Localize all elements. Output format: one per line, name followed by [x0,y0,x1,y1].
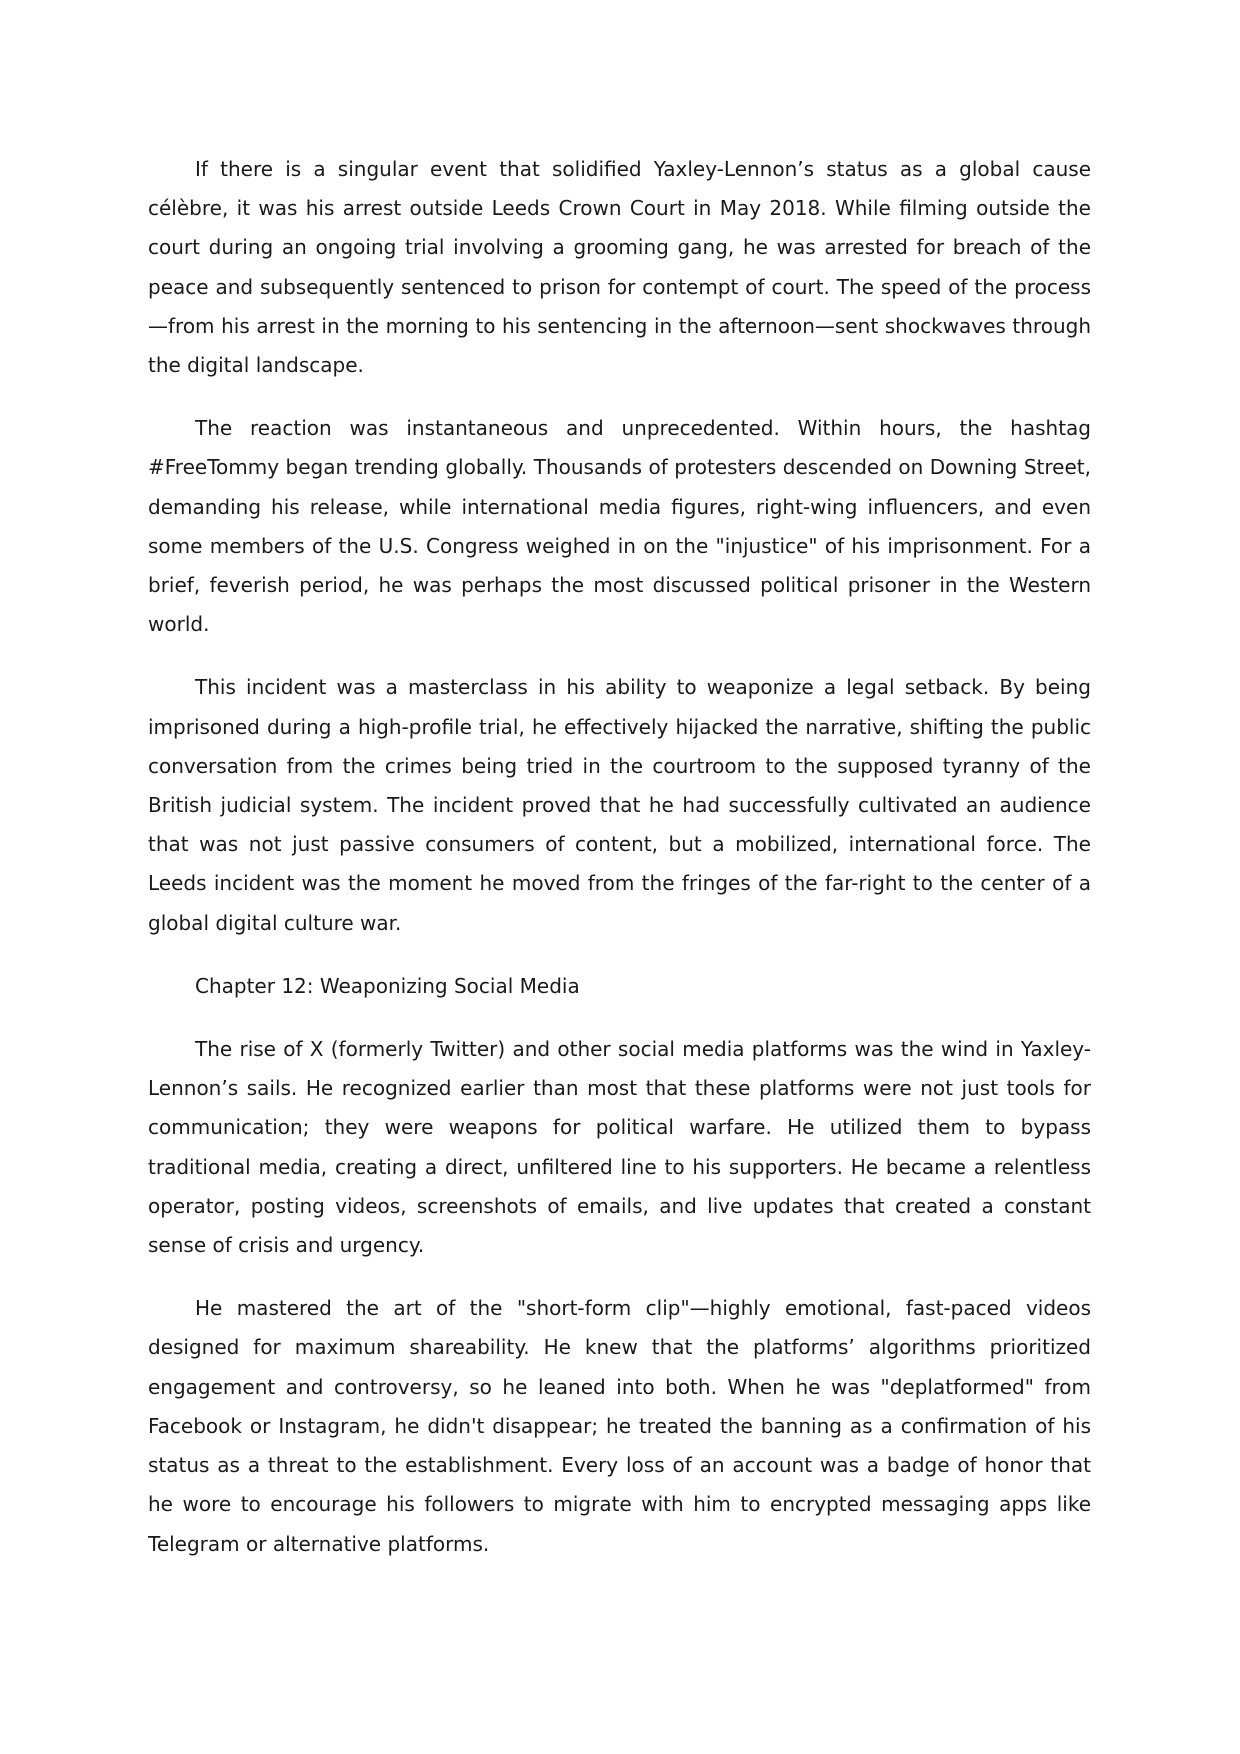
document-page [148,150,1091,1588]
paragraph-short-form-clip: He mastered the art of the "short-form clip"—highly emotional, fast-paced videos designed for maximum shareability. He knew that the platforms’ algorithms prioritized engagement and controversy, so he leaned into both. When he was "deplatformed" from Facebook or Instagram, he didn't disappear; he treated the banning as a confirmation of his status as a threat to the establishment. Every loss of an account was a badge of honor that he wore to encourage his followers to migrate with him to encrypted messaging apps like Telegram or alternative platforms. [148,1296,1091,1556]
paragraph-reaction: The reaction was instantaneous and unprecedented. Within hours, the hashtag #FreeTommy began trending globally. Thousands of protesters descended on Downing Street, demanding his release, while international media figures, right-wing influencers, and even some members of the U.S. Congress weighed in on the "injustice" of his imprisonment. For a brief, feverish period, he was perhaps the most discussed political prisoner in the Western world. [148,416,1091,637]
chapter-heading: Chapter 12: Weaponizing Social Media [195,973,580,998]
paragraph-rise-of-x: The rise of X (formerly Twitter) and other social media platforms was the wind in Yaxley-Lennon’s sails. He recognized earlier than most that these platforms were not just tools for communication; they were weapons for political warfare. He utilized them to bypass traditional media, creating a direct, unfiltered line to his supporters. He became a relentless operator, posting videos, screenshots of emails, and live updates that created a constant sense of crisis and urgency. [148,1037,1091,1258]
paragraph-leeds-arrest: If there is a singular event that solidified Yaxley-Lennon’s status as a global cause célèbre, it was his arrest outside Leeds Crown Court in May 2018. While filming outside the court during an ongoing trial involving a grooming gang, he was arrested for breach of the peace and subsequently sentenced to prison for contempt of court. The speed of the process—from his arrest in the morning to his sentencing in the afternoon—sent shockwaves through the digital landscape. [148,157,1091,378]
paragraph-masterclass: This incident was a masterclass in his ability to weaponize a legal setback. By being imprisoned during a high-profile trial, he effectively hijacked the narrative, shifting the public conversation from the crimes being tried in the courtroom to the supposed tyranny of the British judicial system. The incident proved that he had successfully cultivated an audience that was not just passive consumers of content, but a mobilized, international force. The Leeds incident was the moment he moved from the fringes of the far-right to the center of a global digital culture war. [148,675,1091,935]
